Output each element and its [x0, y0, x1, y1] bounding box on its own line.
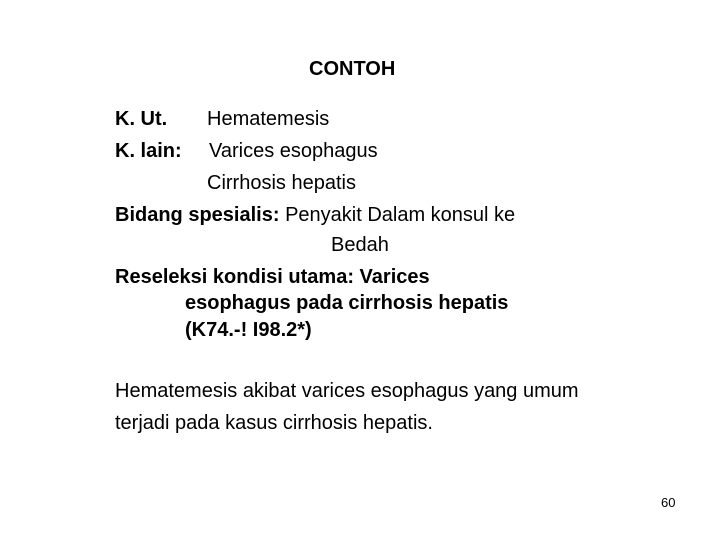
ku-label: K. Ut. [115, 108, 168, 130]
bidang-line [115, 203, 515, 227]
ku-value [207, 107, 329, 131]
klain-value-2 [207, 171, 356, 195]
klain-label: K. lain: [115, 140, 182, 162]
ku-value-text: Hematemesis [207, 108, 330, 130]
conclusion-line-1 [115, 379, 579, 403]
reseleksi-value-3-text: (K74.-! I98.2*) [185, 319, 312, 341]
page-number: 60 [661, 495, 676, 510]
reseleksi-label: Reseleksi kondisi utama: [115, 266, 354, 288]
bidang-value-1: Penyakit Dalam konsul ke [285, 204, 516, 226]
reseleksi-value-3 [185, 318, 312, 342]
reseleksi-value-2-text: esophagus pada cirrhosis hepatis [185, 292, 509, 314]
slide-title: CONTOH [309, 58, 396, 80]
bidang-label: Bidang spesialis: [115, 204, 280, 226]
klain-value-2-text: Cirrhosis hepatis [207, 172, 356, 194]
conclusion-line-1-text: Hematemesis akibat varices esophagus yang umum [115, 380, 579, 402]
ku-line [115, 107, 167, 131]
klain-line [115, 139, 182, 163]
conclusion-line-2 [115, 411, 433, 435]
bidang-value-2-text: Bedah [331, 234, 389, 256]
reseleksi-value-1: Varices [359, 266, 430, 288]
reseleksi-value-2 [185, 291, 508, 315]
klain-value-1-text: Varices esophagus [209, 140, 378, 162]
reseleksi-line [115, 265, 430, 289]
bidang-value-2 [331, 233, 389, 257]
klain-value-1 [209, 139, 378, 163]
conclusion-line-2-text: terjadi pada kasus cirrhosis hepatis. [115, 412, 433, 434]
